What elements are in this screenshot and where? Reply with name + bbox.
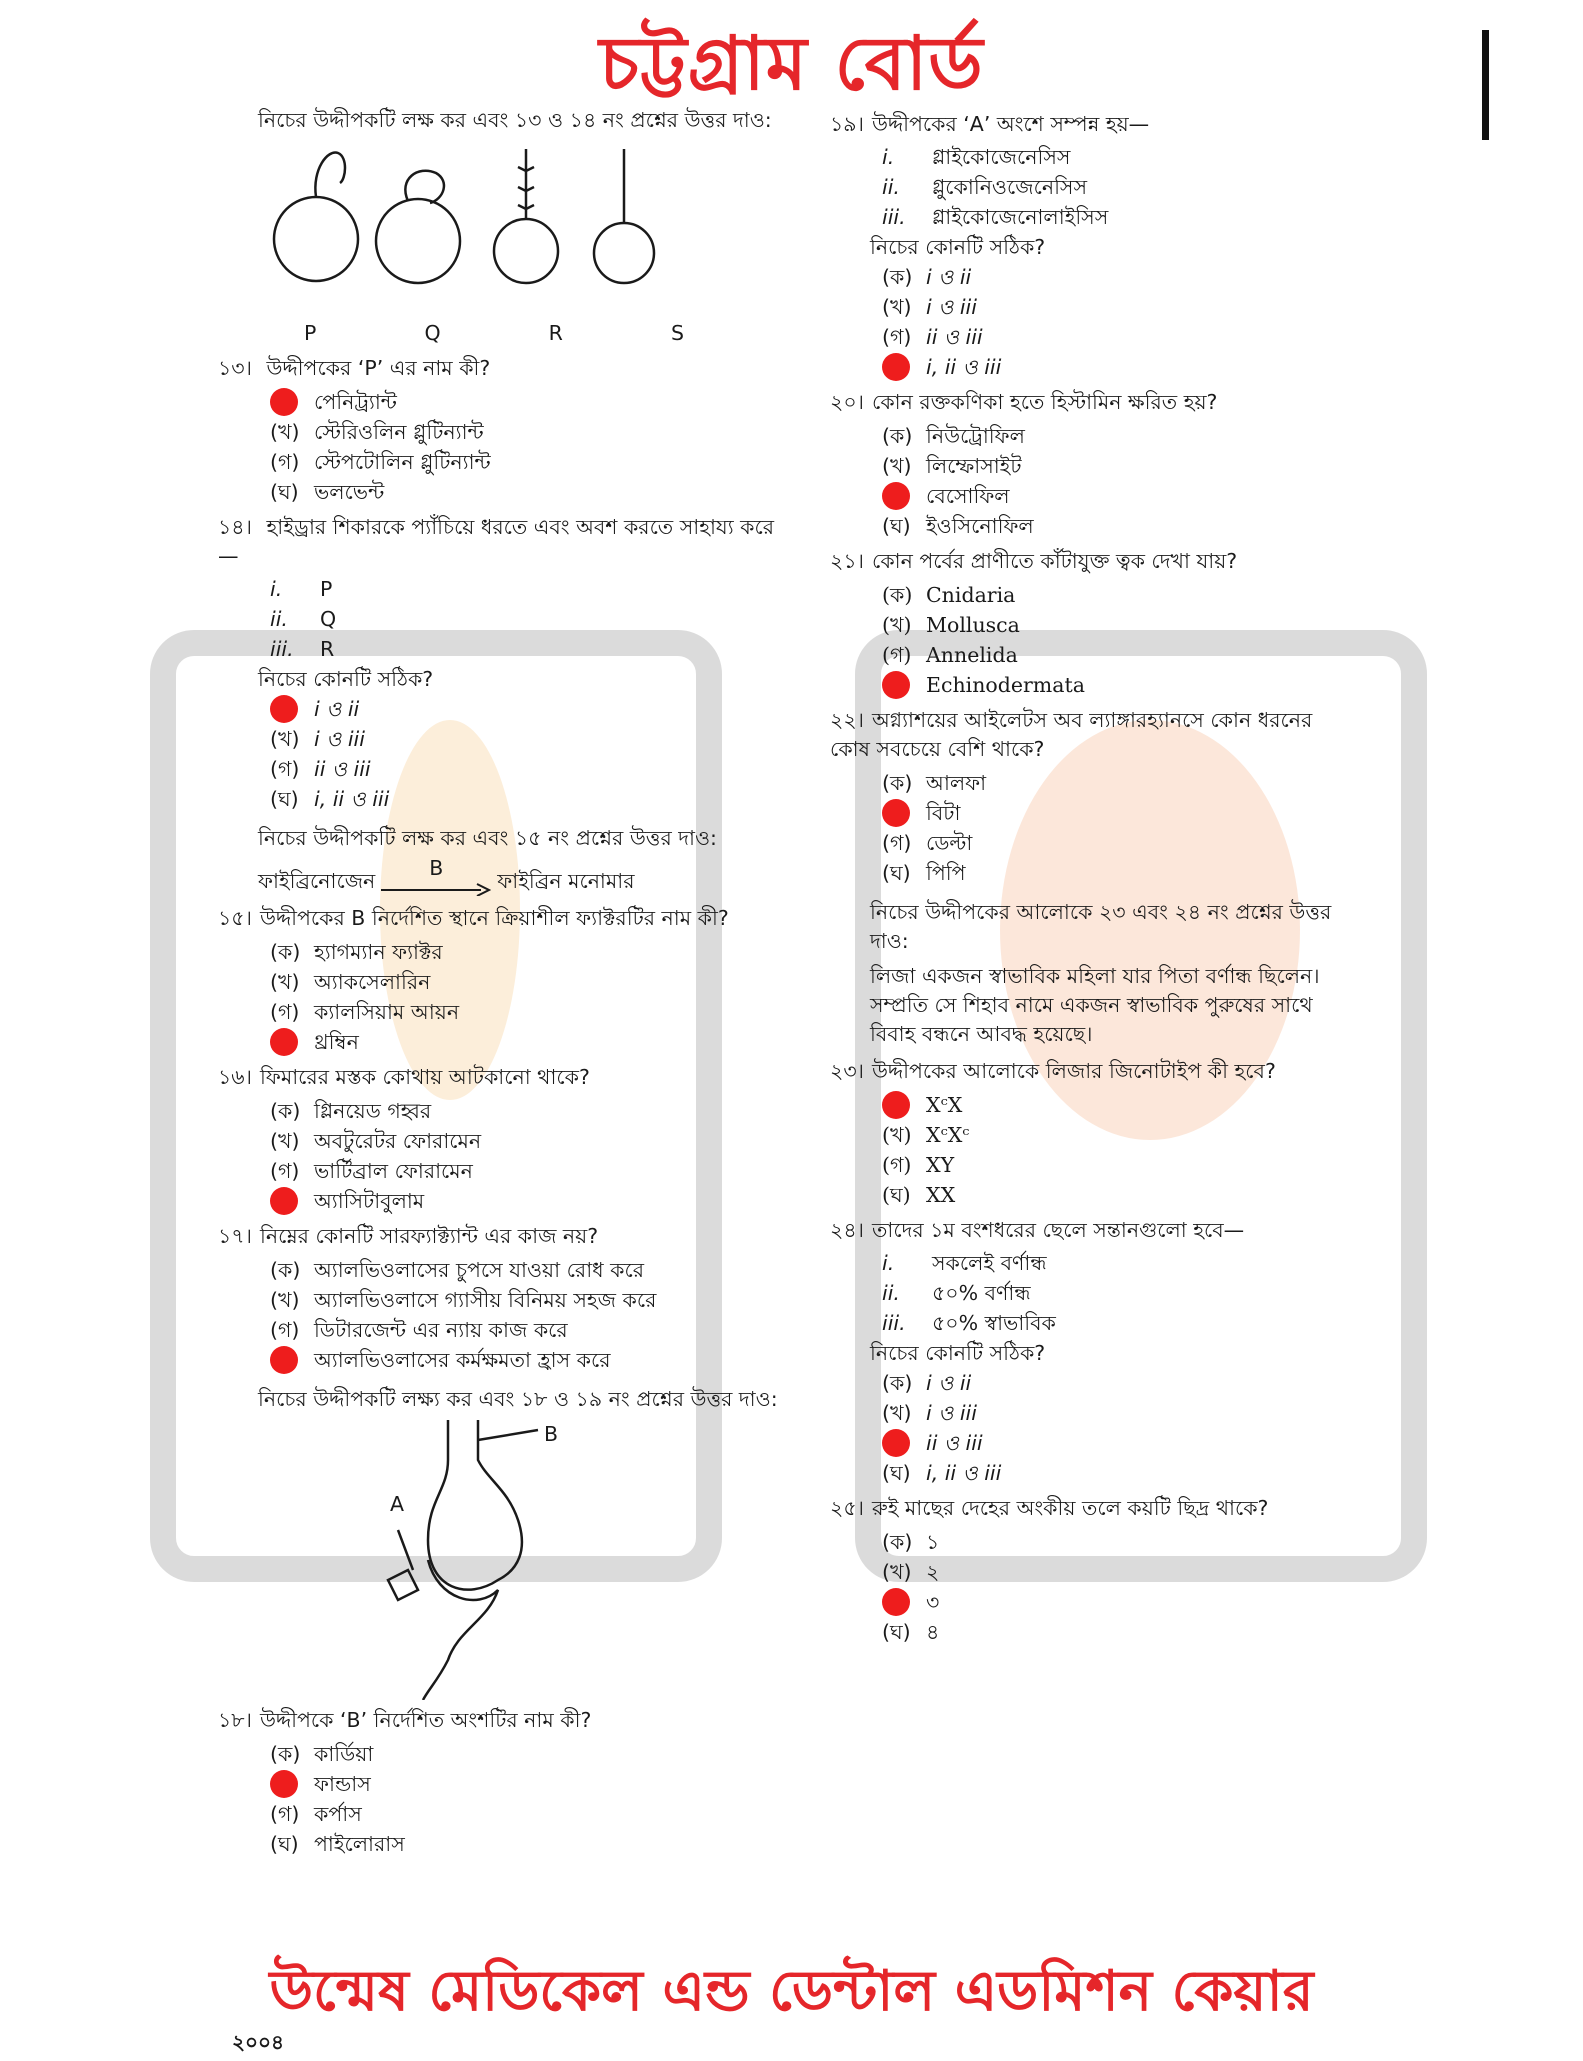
correct-answer-dot (882, 482, 910, 510)
option-18-c[interactable]: (গ) কর্পাস (270, 1801, 362, 1826)
option-24-a[interactable]: (ক) i ও ii (882, 1370, 972, 1395)
option-25-a[interactable]: (ক) ১ (882, 1529, 940, 1554)
question-18: ১৮। উদ্দীপকে ‘B’ নির্দেশিত অংশটির নাম কী? (218, 1708, 592, 1732)
option-15-a[interactable]: (ক) হ্যাগম্যান ফ্যাক্টর (270, 939, 443, 964)
option-14-b[interactable]: (খ) i ও iii (270, 726, 365, 751)
option-14-a[interactable]: i ও ii (270, 694, 778, 724)
reaction-arrow (381, 856, 491, 896)
question-16: ১৬। ফিমারের মস্তক কোথায় আটকানো থাকে? (218, 1065, 590, 1089)
reaction-to: ফাইব্রিন মনোমার (497, 869, 635, 893)
option-25-b[interactable]: (খ) ২ (882, 1559, 940, 1584)
correct-answer-dot (882, 353, 910, 381)
flask-label-q: Q (424, 321, 441, 345)
correct-answer-dot (882, 1429, 910, 1457)
options-14 (270, 694, 778, 814)
question-15: ১৫। উদ্দীপকের B নির্দেশিত স্থানে ক্রিয়াশীল ফ্যাক্টরটির নাম কী? (218, 906, 729, 930)
options-25 (882, 1527, 1350, 1647)
option-17-b[interactable]: (খ) অ্যালভিওলাসে গ্যাসীয় বিনিময় সহজ করে (270, 1287, 657, 1312)
correct-answer-dot (270, 695, 298, 723)
options-24 (882, 1368, 1350, 1488)
question-23: ২৩। উদ্দীপকের আলোকে লিজার জিনোটাইপ কী হবে? (830, 1059, 1276, 1083)
option-13-d[interactable]: (ঘ) ভলভেন্ট (270, 479, 385, 504)
option-15-c[interactable]: (গ) ক্যালসিয়াম আয়ন (270, 999, 460, 1024)
options-20 (882, 421, 1350, 541)
correct-answer-dot (882, 1588, 910, 1616)
stimulus-intro: নিচের উদ্দীপকটি লক্ষ কর এবং ১৫ নং প্রশ্নের উত্তর দাও: (258, 826, 717, 850)
option-22-a[interactable]: (ক) আলফা (882, 770, 987, 795)
option-23-a[interactable]: XᶜX (882, 1090, 1350, 1120)
question-24: ২৪। তাদের ১ম বংশধরের ছেলে সন্তানগুলো হবে— (830, 1218, 1245, 1242)
question-21: ২১। কোন পর্বের প্রাণীতে কাঁটাযুক্ত ত্বক দেখা যায়? (830, 549, 1238, 573)
question-25: ২৫। রুই মাছের দেহের অংকীয় তলে কয়টি ছিদ্র থাকে? (830, 1496, 1269, 1520)
option-19-d[interactable]: i, ii ও iii (882, 352, 1350, 382)
options-19 (882, 262, 1350, 382)
option-15-d[interactable]: থ্রম্বিন (270, 1027, 778, 1057)
roman-item: i. P (270, 577, 333, 601)
option-18-b[interactable]: ফান্ডাস (270, 1769, 778, 1799)
reaction-label: B (429, 856, 444, 880)
option-23-c[interactable]: (গ) XY (882, 1152, 955, 1177)
roman-item: iii. ৫০% স্বাভাবিক (882, 1311, 1056, 1335)
option-21-c[interactable]: (গ) Annelida (882, 642, 1018, 667)
options-21 (882, 580, 1350, 700)
romans-14 (270, 575, 778, 665)
correct-answer-dot (270, 388, 298, 416)
stomach-diagram (368, 1420, 668, 1700)
question-20: ২০। কোন রক্তকণিকা হতে হিস্টামিন ক্ষরিত হয়? (830, 390, 1218, 414)
flask-label-s: S (670, 321, 684, 345)
roman-item: ii. Q (270, 607, 337, 631)
option-16-d[interactable]: অ্যাসিটাবুলাম (270, 1186, 778, 1216)
option-25-c[interactable]: ৩ (882, 1587, 1350, 1617)
flask-label-r: R (548, 321, 563, 345)
correct-answer-dot (270, 1028, 298, 1056)
romans-24 (882, 1249, 1350, 1339)
option-19-b[interactable]: (খ) i ও iii (882, 294, 977, 319)
correct-answer-dot (882, 1091, 910, 1119)
option-22-b[interactable]: বিটা (882, 798, 1350, 828)
correct-answer-dot (882, 799, 910, 827)
question-number: ১৪। (218, 515, 252, 539)
option-24-b[interactable]: (খ) i ও iii (882, 1400, 977, 1425)
option-24-d[interactable]: (ঘ) i, ii ও iii (882, 1460, 1002, 1485)
option-24-c[interactable]: ii ও iii (882, 1428, 1350, 1458)
flask-label-p: P (304, 321, 317, 345)
roman-item: iii. গ্লাইকোজেনোলাইসিস (882, 205, 1109, 229)
option-19-c[interactable]: (গ) ii ও iii (882, 324, 983, 349)
question-text: উদ্দীপকের ‘P’ এর নাম কী? (266, 356, 491, 380)
option-19-a[interactable]: (ক) i ও ii (882, 264, 972, 289)
roman-item: ii. গ্লুকোনিওজেনেসিস (882, 175, 1088, 199)
option-18-a[interactable]: (ক) কার্ডিয়া (270, 1741, 374, 1766)
option-21-a[interactable]: (ক) Cnidaria (882, 582, 1016, 607)
options-13 (270, 387, 778, 507)
option-23-d[interactable]: (ঘ) XX (882, 1182, 956, 1207)
question-22: ২২। অগ্ন্যাশয়ের আইলেটস অব ল্যাঙ্গারহ্যানসে কোন ধরনের কোষ সবচেয়ে বেশি থাকে? (830, 708, 1313, 761)
reaction-scheme (258, 856, 778, 896)
which-correct: নিচের কোনটি সঠিক? (870, 235, 1046, 259)
page-title: চট্টগ্রাম বোর্ড (599, 21, 984, 107)
option-17-c[interactable]: (গ) ডিটারজেন্ট এর ন্যায় কাজ করে (270, 1317, 568, 1342)
option-22-d[interactable]: (ঘ) পিপি (882, 860, 966, 885)
option-16-b[interactable]: (খ) অবটুরেটর ফোরামেন (270, 1128, 482, 1153)
left-column (218, 100, 778, 1859)
question-17: ১৭। নিম্নের কোনটি সারফ্যাক্ট্যান্ট এর কাজ নয়? (218, 1224, 599, 1248)
roman-item: i. সকলেই বর্ণান্ধ (882, 1251, 1047, 1275)
option-16-c[interactable]: (গ) ভার্টিব্রাল ফোরামেন (270, 1158, 473, 1183)
page-number: ২০০৪ (232, 2030, 284, 2054)
option-23-b[interactable]: (খ) XᶜXᶜ (882, 1122, 970, 1147)
options-22 (882, 768, 1350, 888)
stimulus-passage: লিজা একজন স্বাভাবিক মহিলা যার পিতা বর্ণান্ধ ছিলেন। সম্প্রতি সে শিহাব নামে একজন স্বাভাবিক পুরুষের সাথে বিবাহ বন্ধনে আবদ্ধ হয়েছে। (870, 964, 1320, 1046)
question-13 (218, 354, 778, 383)
reaction-from: ফাইব্রিনোজেন (258, 869, 376, 893)
question-14 (218, 513, 778, 571)
roman-item: i. গ্লাইকোজেনেসিস (882, 145, 1071, 169)
correct-answer-dot (270, 1346, 298, 1374)
flask-labels (304, 319, 684, 348)
question-19: ১৯। উদ্দীপকের ‘A’ অংশে সম্পন্ন হয়— (830, 112, 1150, 136)
option-13-b[interactable]: (খ) স্টেরিওলিন গ্লুটিন্যান্ট (270, 419, 484, 444)
question-number: ১৩। (218, 356, 252, 380)
which-correct: নিচের কোনটি সঠিক? (870, 1341, 1046, 1365)
diagram-label-a: A (390, 1492, 405, 1516)
roman-item: ii. ৫০% বর্ণান্ধ (882, 1281, 1031, 1305)
stimulus-intro: নিচের উদ্দীপকটি লক্ষ কর এবং ১৩ ও ১৪ নং প্রশ্নের উত্তর দাও: (258, 108, 772, 132)
right-column (830, 104, 1350, 1647)
diagram-label-b: B (544, 1422, 559, 1446)
roman-item: iii. R (270, 637, 335, 661)
option-21-b[interactable]: (খ) Mollusca (882, 612, 1020, 637)
option-16-a[interactable]: (ক) গ্লিনয়েড গহ্বর (270, 1098, 432, 1123)
option-13-c[interactable]: (গ) স্টেপটোলিন গ্লুটিন্যান্ট (270, 449, 491, 474)
option-20-b[interactable]: (খ) লিম্ফোসাইট (882, 453, 1022, 478)
options-15 (270, 937, 778, 1057)
correct-answer-dot (270, 1770, 298, 1798)
stimulus-intro: নিচের উদ্দীপকটি লক্ষ্য কর এবং ১৮ ও ১৯ নং প্রশ্নের উত্তর দাও: (258, 1387, 778, 1411)
options-17 (270, 1255, 778, 1375)
options-23 (882, 1090, 1350, 1210)
romans-19 (882, 143, 1350, 233)
which-correct: নিচের কোনটি সঠিক? (258, 667, 434, 691)
options-18 (270, 1739, 778, 1859)
options-16 (270, 1096, 778, 1216)
question-text: হাইড্রার শিকারকে প্যাঁচিয়ে ধরতে এবং অবশ করতে সাহায্য করে— (218, 515, 775, 568)
option-17-d[interactable]: অ্যালভিওলাসের কর্মক্ষমতা হ্রাস করে (270, 1345, 778, 1375)
correct-answer-dot (882, 671, 910, 699)
flask-diagram (268, 139, 738, 319)
option-15-b[interactable]: (খ) অ্যাকসেলারিন (270, 969, 431, 994)
option-20-a[interactable]: (ক) নিউট্রোফিল (882, 423, 1025, 448)
option-20-c[interactable]: বেসোফিল (882, 481, 1350, 511)
option-17-a[interactable]: (ক) অ্যালভিওলাসের চুপসে যাওয়া রোধ করে (270, 1257, 644, 1282)
option-20-d[interactable]: (ঘ) ইওসিনোফিল (882, 513, 1034, 538)
option-22-c[interactable]: (গ) ডেল্টা (882, 830, 973, 855)
option-13-a[interactable]: পেনিট্র্যান্ট (270, 387, 778, 417)
correct-answer-dot (270, 1187, 298, 1215)
option-18-d[interactable]: (ঘ) পাইলোরাস (270, 1831, 405, 1856)
stimulus-intro: নিচের উদ্দীপকের আলোকে ২৩ এবং ২৪ নং প্রশ্নের উত্তর দাও: (870, 900, 1332, 953)
option-21-d[interactable]: Echinodermata (882, 670, 1350, 700)
option-14-d[interactable]: (ঘ) i, ii ও iii (270, 786, 390, 811)
option-14-c[interactable]: (গ) ii ও iii (270, 756, 371, 781)
option-25-d[interactable]: (ঘ) ৪ (882, 1619, 940, 1644)
footer-brand: উন্মেষ মেডিকেল এন্ড ডেন্টাল এডমিশন কেয়ার (269, 1959, 1314, 2024)
